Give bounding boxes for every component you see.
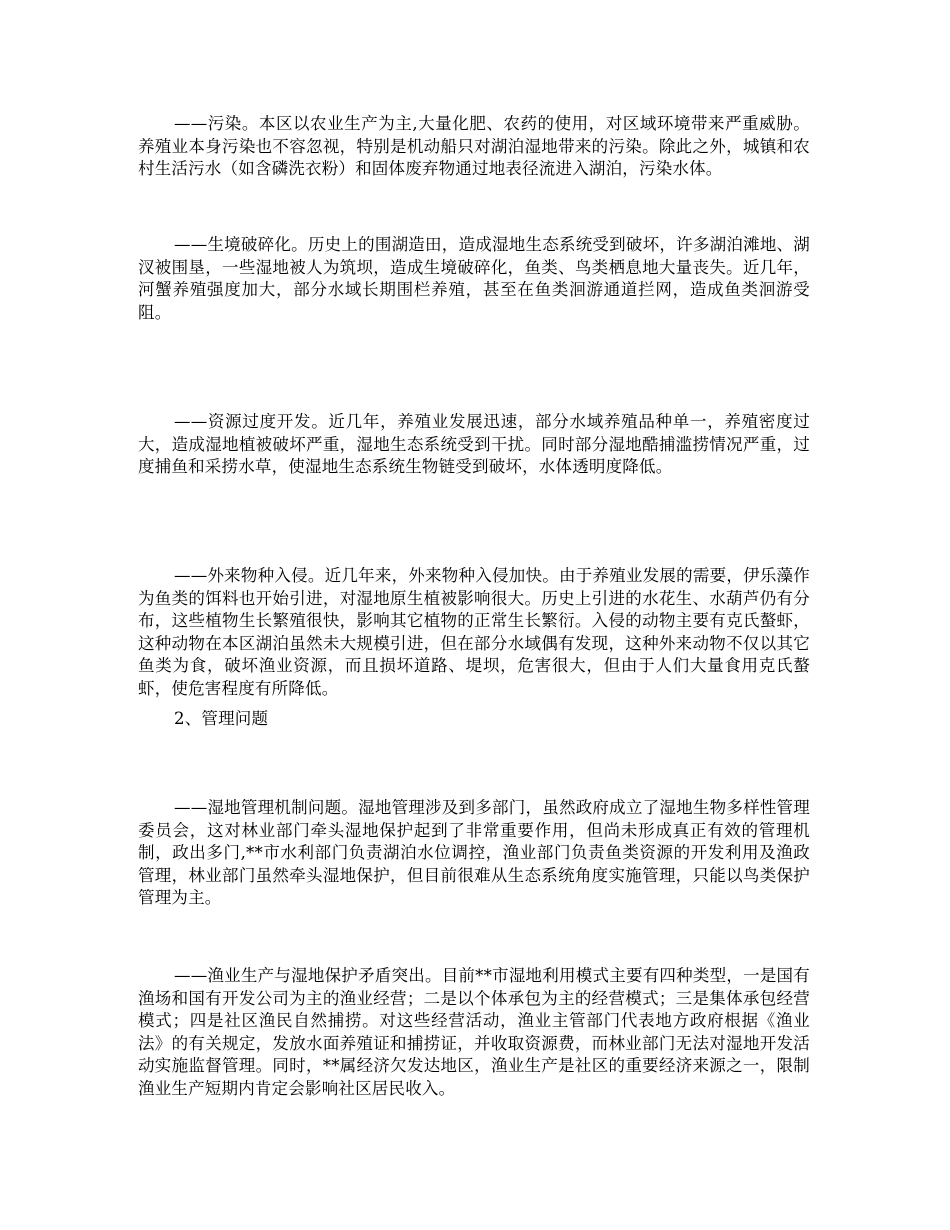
paragraph-management-mechanism: ——湿地管理机制问题。湿地管理涉及到多部门，虽然政府成立了湿地生物多样性管理委员会，这对林业部门牵头湿地保护起到了非常重要作用，但尚未形成真正有效的管理机制，政出多门,**市水利部门负责湖泊水位调控，渔业部门负责鱼类资源的开发利用及渔政管理，林业部门虽然牵头湿地保护，但目前很难从生态系统角度实施管理，只能以鸟类保护管理为主。 <box>138 798 810 908</box>
paragraph-habitat-fragmentation: ——生境破碎化。历史上的围湖造田，造成湿地生态系统受到破坏，许多湖泊滩地、湖汊被围垦，一些湿地被人为筑坝，造成生境破碎化，鱼类、鸟类栖息地大量丧失。近几年，河蟹养殖强度加大，部分水域长期围栏养殖，甚至在鱼类洄游通道拦网，造成鱼类洄游受阻。 <box>138 235 810 322</box>
paragraph-resource-overuse: ——资源过度开发。近几年，养殖业发展迅速，部分水域养殖品种单一，养殖密度过大，造成湿地植被破坏严重，湿地生态系统受到干扰。同时部分湿地酷捕滥捞情况严重，过度捕鱼和采捞水草，使湿地生态系统生物链受到破坏，水体透明度降低。 <box>138 412 810 477</box>
paragraph-fishery-conflict: ——渔业生产与湿地保护矛盾突出。目前**市湿地利用模式主要有四种类型，一是国有渔场和国有开发公司为主的渔业经营；二是以个体承包为主的经营模式；三是集体承包经营模式；四是社区渔民自然捕捞。对这些经营活动，渔业主管部门代表地方政府根据《渔业法》的有关规定，发放水面养殖证和捕捞证，并收取资源费，而林业部门无法对湿地开发活动实施监督管理。同时，**属经济欠发达地区，渔业生产是社区的重要经济来源之一，限制渔业生产短期内肯定会影响社区居民收入。 <box>138 966 810 1098</box>
paragraph-invasive-species: ——外来物种入侵。近几年来，外来物种入侵加快。由于养殖业发展的需要，伊乐藻作为鱼类的饵料也开始引进，对湿地原生植被影响很大。历史上引进的水花生、水葫芦仍有分布，这些植物生长繁殖很快，影响其它植物的正常生长繁衍。入侵的动物主要有克氏螯虾，这种动物在本区湖泊虽然未大规模引进，但在部分水域偶有发现，这种外来动物不仅以其它鱼类为食，破坏渔业资源，而且损坏道路、堤坝，危害很大，但由于人们大量食用克氏螯虾，使危害程度有所降低。 <box>138 566 810 698</box>
paragraph-pollution: ——污染。本区以农业生产为主,大量化肥、农药的使用，对区域环境带来严重威胁。养殖业本身污染也不容忽视，特别是机动船只对湖泊湿地带来的污染。除此之外，城镇和农村生活污水（如含磷洗衣粉）和固体废弃物通过地表径流进入湖泊，污染水体。 <box>138 114 810 179</box>
section-heading-management-issues: 2、管理问题 <box>174 709 269 728</box>
